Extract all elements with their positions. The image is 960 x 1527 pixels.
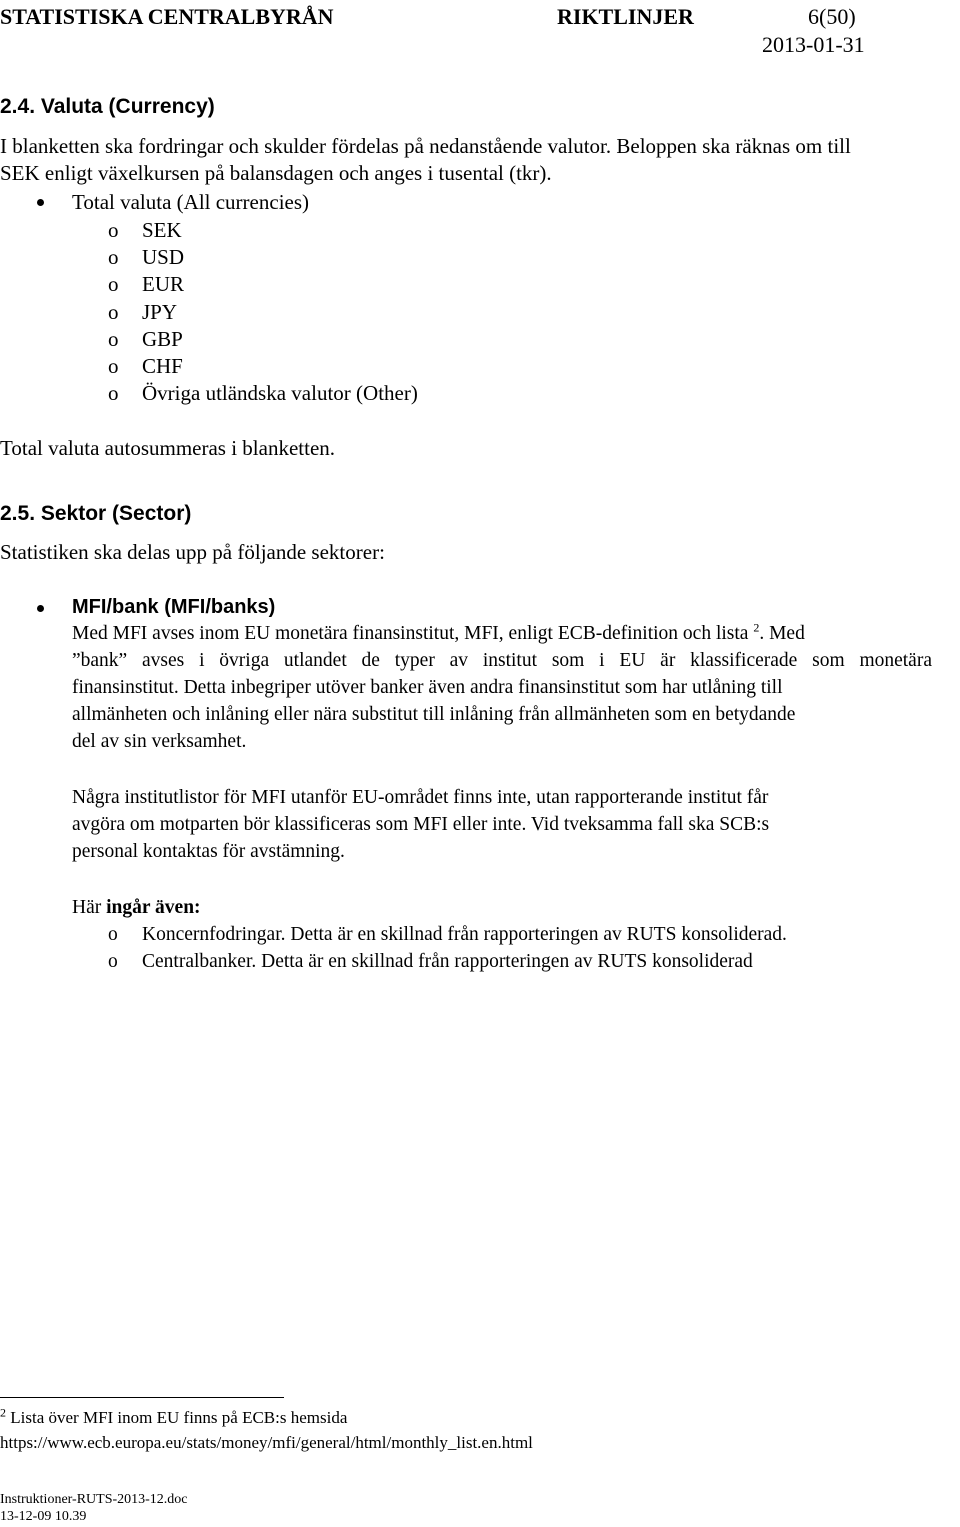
includes-label: Här ingår även: [72, 897, 201, 918]
footnote-url[interactable]: https://www.ecb.europa.eu/stats/money/mfi/general/html/monthly_list.en.html [0, 1433, 533, 1452]
header-page: 6(50) [808, 4, 856, 29]
footer-filename: Instruktioner-RUTS-2013-12.doc [0, 1492, 188, 1507]
header-org: STATISTISKA CENTRALBYRÅN [0, 4, 334, 29]
list-item: SEK [142, 218, 182, 242]
sub-marker: o [108, 354, 119, 378]
currency-note: Total valuta autosummeras i blanketten. [0, 436, 336, 460]
list-item: CHF [142, 354, 183, 378]
sub-marker: o [108, 218, 119, 242]
currency-bullet-total: Total valuta (All currencies) [72, 190, 310, 214]
header-date: 2013-01-31 [762, 32, 865, 57]
sector-para1-line3: finansinstitut. Detta inbegriper utöver banker även andra finansinstitut som har utlåning till [72, 677, 783, 698]
sector-para1-line4: allmänheten och inlåning eller nära substitut till inlåning från allmänheten som en betydande [72, 704, 796, 725]
list-item: Centralbanker. Detta är en skillnad från rapporteringen av RUTS konsoliderad [142, 951, 753, 972]
footnote-separator [0, 1397, 284, 1398]
sector-para2-line2: avgöra om motparten bör klassificeras som MFI eller inte. Vid tveksamma fall ska SCB:s [72, 814, 770, 835]
sub-marker: o [108, 245, 119, 269]
currency-intro-line2: SEK enligt växelkursen på balansdagen och anges i tusental (tkr). [0, 161, 552, 185]
sector-para2-line3: personal kontaktas för avstämning. [72, 841, 345, 862]
sector-para1-line1: Med MFI avses inom EU monetära finansinstitut, MFI, enligt ECB-definition och lista $^2$. Med [72, 620, 805, 644]
sub-marker: o [108, 924, 118, 945]
sector-para1-line2: ”bank” avses i övriga utlandet de typer av institut som i EU är klassificerade som monetära [72, 650, 932, 671]
footnote-ref: 2 [753, 620, 760, 635]
currency-intro-line1: I blanketten ska fordringar och skulder fördelas på nedanstående valutor. Beloppen ska räknas om till [0, 134, 851, 158]
sub-marker: o [108, 300, 119, 324]
sub-marker: o [108, 327, 119, 351]
list-item: JPY [142, 300, 178, 324]
sub-marker: o [108, 272, 119, 296]
header-doc-type: RIKTLINJER [557, 4, 694, 29]
sub-marker: o [108, 951, 118, 972]
bullet-icon [37, 199, 44, 206]
list-item: Övriga utländska valutor (Other) [142, 381, 418, 405]
footnote-text: $^2$ Lista över MFI inom EU finns på ECB:s hemsida [0, 1405, 348, 1427]
sector-para2-line1: Några institutlistor för MFI utanför EU-området finns inte, utan rapporterande institut får [72, 787, 769, 808]
bullet-icon [37, 605, 44, 612]
sector-para1-line5: del av sin verksamhet. [72, 731, 247, 752]
list-item: GBP [142, 327, 183, 351]
section-heading-currency: 2.4. Valuta (Currency) [0, 95, 215, 118]
list-item: EUR [142, 272, 184, 296]
sector-bullet-mfi: MFI/bank (MFI/banks) [72, 596, 276, 618]
list-item: USD [142, 245, 185, 269]
list-item: Koncernfodringar. Detta är en skillnad från rapporteringen av RUTS konsoliderad. [142, 924, 787, 945]
sector-intro: Statistiken ska delas upp på följande sektorer: [0, 540, 385, 564]
sub-marker: o [108, 381, 119, 405]
footer-timestamp: 13-12-09 10.39 [0, 1509, 87, 1524]
section-heading-sector: 2.5. Sektor (Sector) [0, 502, 192, 525]
